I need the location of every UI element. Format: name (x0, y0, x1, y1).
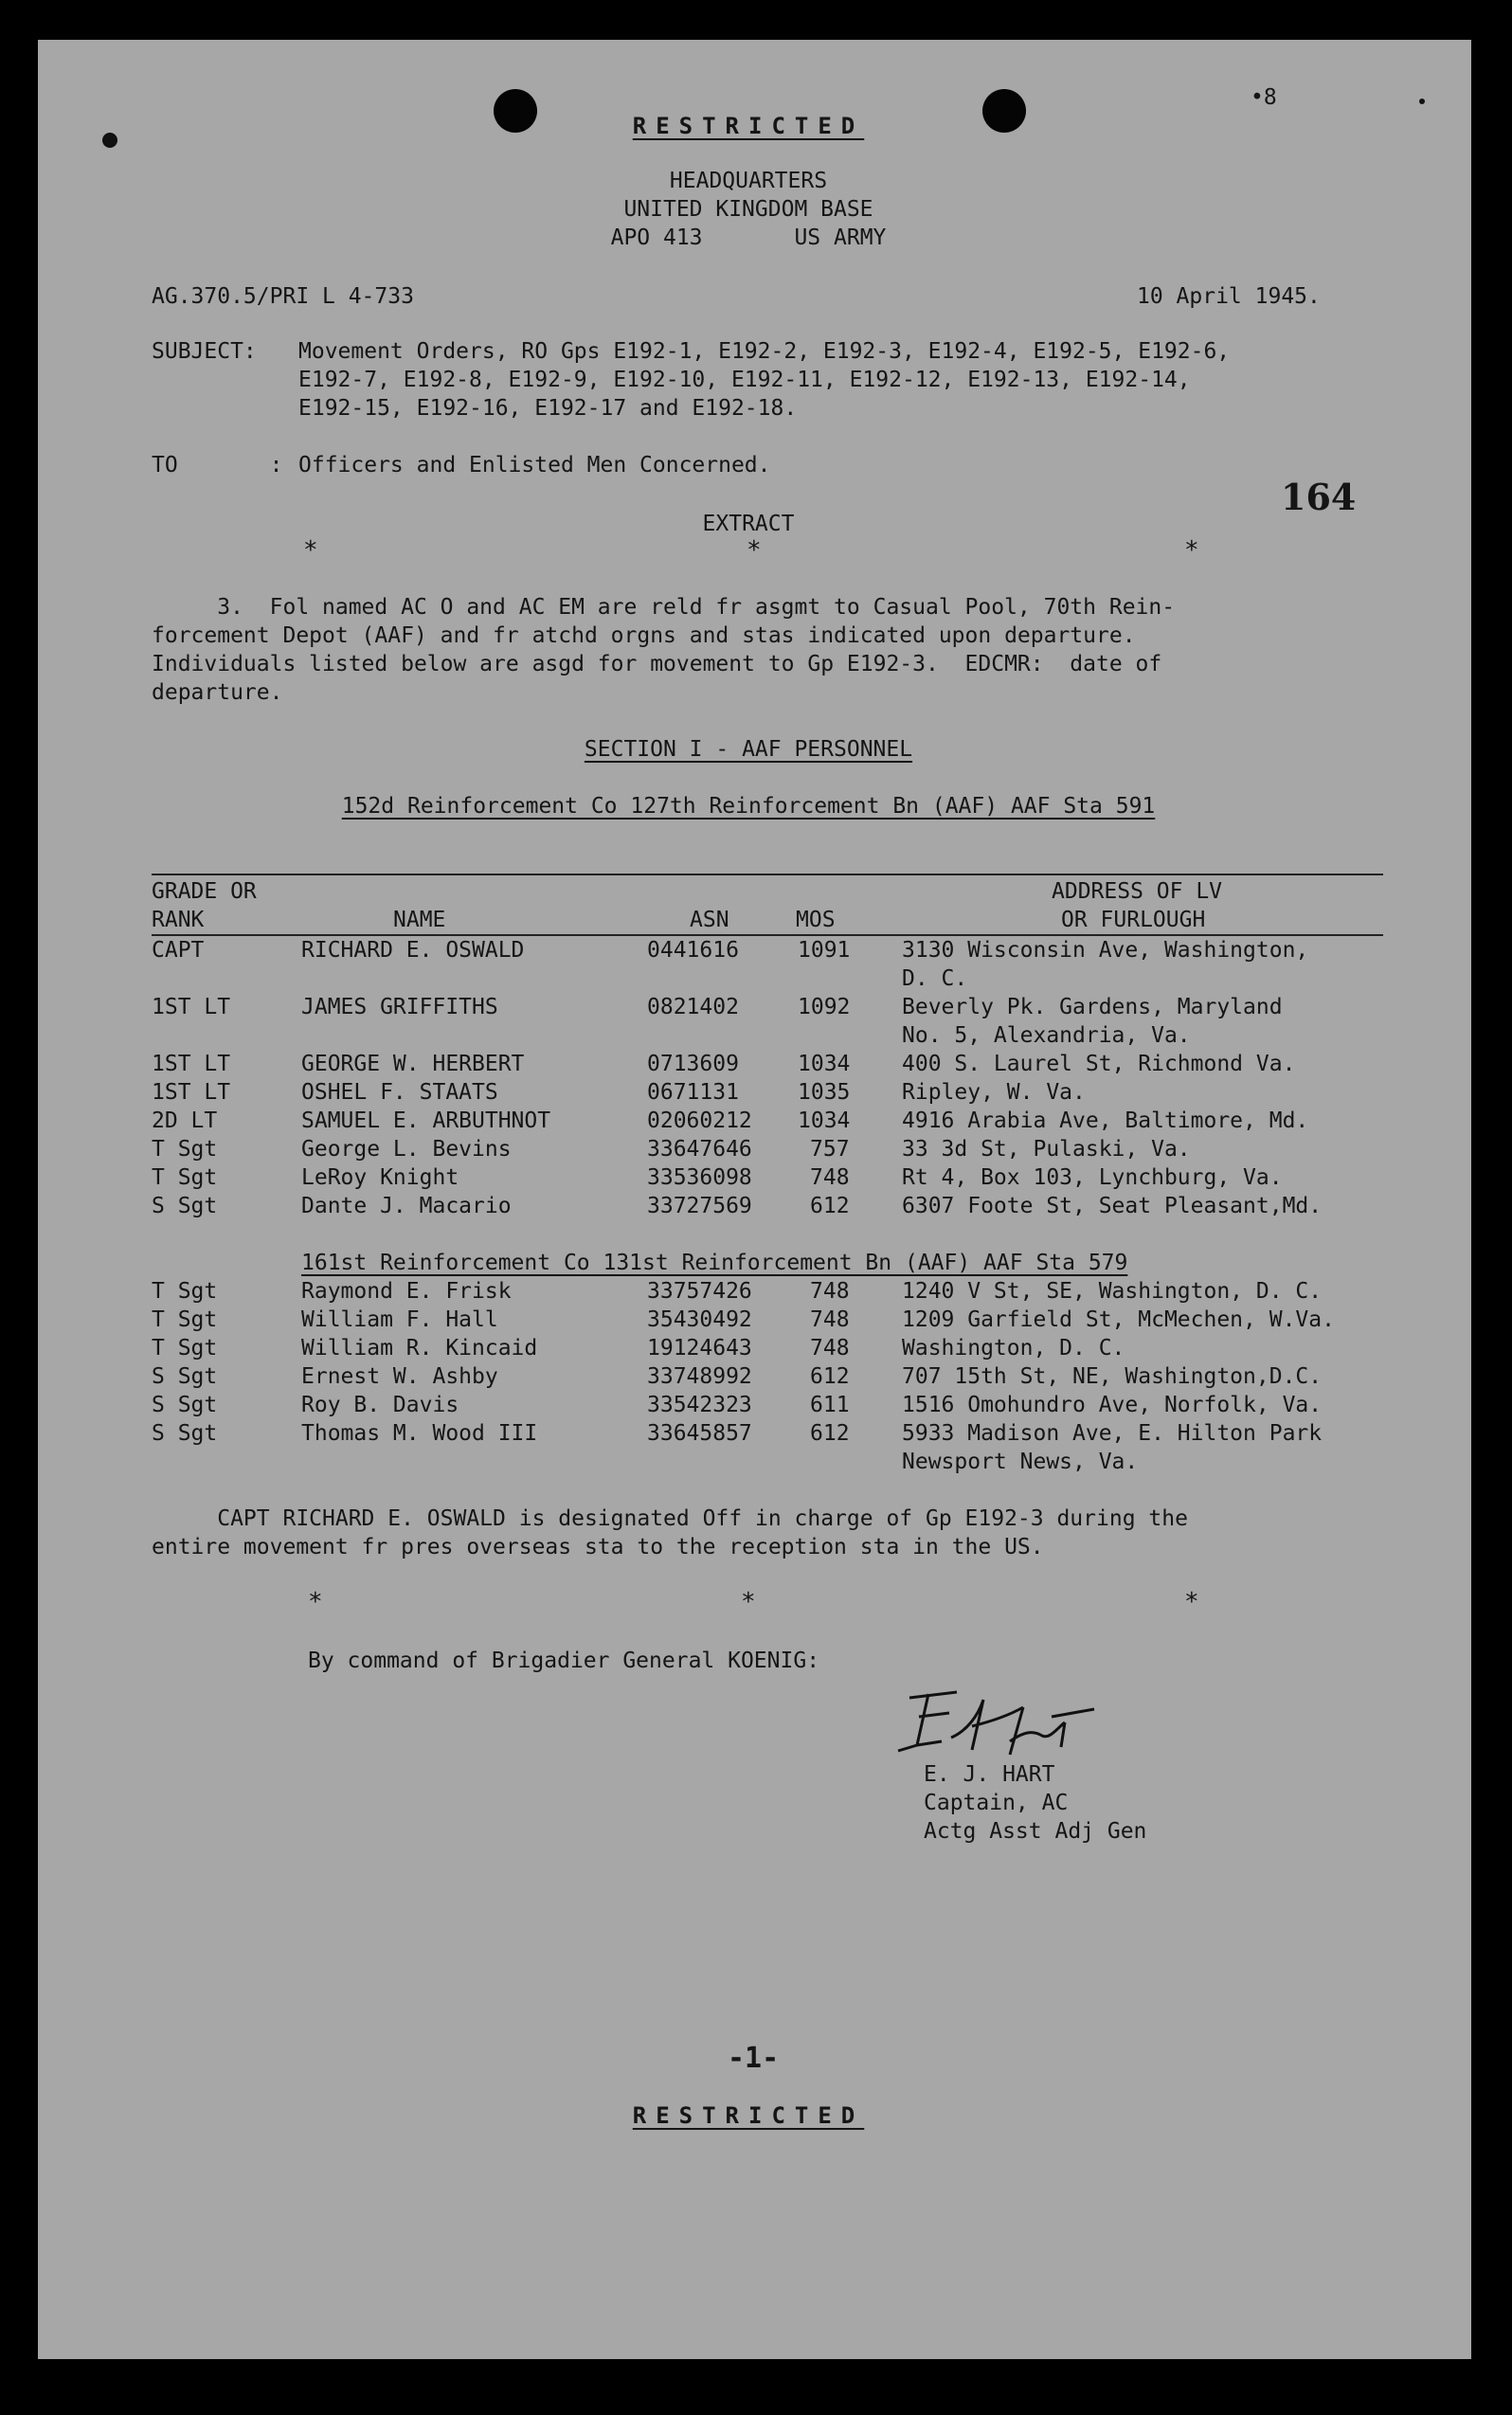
grade: T Sgt (152, 1137, 218, 1162)
asterisk: * (1184, 1588, 1199, 1616)
asn: 0441616 (647, 938, 739, 963)
table-row-cont (38, 964, 1471, 993)
classification-top: RESTRICTED (632, 113, 865, 139)
mos: 611 (810, 1393, 850, 1417)
page-mark: •8 (1251, 85, 1277, 110)
grade: T Sgt (152, 1336, 218, 1361)
table-row (38, 1163, 1471, 1192)
table-row (38, 1078, 1471, 1107)
asn: 0671131 (647, 1080, 739, 1105)
grade: 2D LT (152, 1108, 218, 1133)
table-row (38, 1391, 1471, 1419)
name: George L. Bevins (301, 1137, 512, 1162)
col-asn: ASN (690, 908, 729, 932)
address: Rt 4, Box 103, Lynchburg, Va. (902, 1165, 1283, 1190)
address: 3130 Wisconsin Ave, Washington, (902, 938, 1309, 963)
asn: 02060212 (647, 1108, 752, 1133)
designation-line: CAPT RICHARD E. OSWALD is designated Off in charge of Gp E192-3 during the (152, 1506, 1188, 1531)
address: Ripley, W. Va. (902, 1080, 1086, 1105)
signatory-name: E. J. HART (924, 1762, 1055, 1787)
asn: 33647646 (647, 1137, 752, 1162)
address: 1516 Omohundro Ave, Norfolk, Va. (902, 1393, 1323, 1417)
unit-heading-2: 161st Reinforcement Co 131st Reinforcement Bn (AAF) AAF Sta 579 (301, 1251, 1128, 1275)
paragraph-line: forcement Depot (AAF) and fr atchd orgns and stas indicated upon departure. (152, 623, 1136, 648)
grade: S Sgt (152, 1393, 218, 1417)
extract-label: EXTRACT (702, 512, 795, 536)
col-mos: MOS (796, 908, 836, 932)
file-reference: AG.370.5/PRI L 4-733 (152, 284, 414, 309)
grade: T Sgt (152, 1307, 218, 1332)
grade: S Sgt (152, 1194, 218, 1218)
name: SAMUEL E. ARBUTHNOT (301, 1108, 551, 1133)
address: 1240 V St, SE, Washington, D. C. (902, 1279, 1323, 1304)
table-row (38, 993, 1471, 1021)
address: Washington, D. C. (902, 1336, 1125, 1361)
name: GEORGE W. HERBERT (301, 1052, 525, 1076)
col-address-2: OR FURLOUGH (1061, 908, 1206, 932)
name: Ernest W. Ashby (301, 1364, 498, 1389)
to-text: Officers and Enlisted Men Concerned. (298, 453, 771, 478)
table-top-rule (152, 874, 1383, 875)
table-row (38, 1419, 1471, 1448)
mos: 1034 (798, 1108, 851, 1133)
grade: 1ST LT (152, 1052, 231, 1076)
table-row-cont (38, 1021, 1471, 1050)
mos: 1091 (798, 938, 851, 963)
mos: 748 (810, 1307, 850, 1332)
asterisk: * (747, 536, 762, 565)
asn: 33645857 (647, 1421, 752, 1446)
asn: 33748992 (647, 1364, 752, 1389)
header-line-1: HEADQUARTERS (669, 169, 828, 193)
name: RICHARD E. OSWALD (301, 938, 525, 963)
asn: 35430492 (647, 1307, 752, 1332)
asn: 33757426 (647, 1279, 752, 1304)
name: Roy B. Davis (301, 1393, 459, 1417)
subject-line: E192-15, E192-16, E192-17 and E192-18. (298, 396, 798, 421)
grade: 1ST LT (152, 995, 231, 1019)
header-line-3: APO 413 US ARMY (610, 225, 887, 250)
ink-speck (102, 133, 117, 148)
mos: 1034 (798, 1052, 851, 1076)
table-row (38, 1192, 1471, 1220)
header-line-2: UNITED KINGDOM BASE (623, 197, 873, 222)
col-grade-1: GRADE OR (152, 879, 257, 904)
grade: CAPT (152, 938, 205, 963)
mos: 748 (810, 1165, 850, 1190)
table-row (38, 1277, 1471, 1306)
document-date: 10 April 1945. (1137, 284, 1321, 309)
col-address-1: ADDRESS OF LV (1052, 879, 1223, 904)
command-line: By command of Brigadier General KOENIG: (308, 1649, 820, 1673)
table-row (38, 936, 1471, 964)
address: 4916 Arabia Ave, Baltimore, Md. (902, 1108, 1309, 1133)
address: 400 S. Laurel St, Richmond Va. (902, 1052, 1296, 1076)
name: William F. Hall (301, 1307, 498, 1332)
mos: 1092 (798, 995, 851, 1019)
asterisk: * (1184, 536, 1199, 565)
table-row (38, 1107, 1471, 1135)
asterisk: * (308, 1588, 323, 1616)
name: Dante J. Macario (301, 1194, 512, 1218)
name: William R. Kincaid (301, 1336, 538, 1361)
address: 5933 Madison Ave, E. Hilton Park (902, 1421, 1323, 1446)
ink-speck (1419, 99, 1425, 104)
address-cont: D. C. (902, 966, 968, 991)
asn: 0821402 (647, 995, 739, 1019)
mos: 1035 (798, 1080, 851, 1105)
paragraph-line: 3. Fol named AC O and AC EM are reld fr asgmt to Casual Pool, 70th Rein- (152, 595, 1176, 620)
name: LeRoy Knight (301, 1165, 459, 1190)
asn: 33542323 (647, 1393, 752, 1417)
asn: 19124643 (647, 1336, 752, 1361)
address-cont: Newsport News, Va. (902, 1450, 1139, 1474)
stamp-number: 164 (1281, 476, 1357, 518)
signatory-rank: Captain, AC (924, 1791, 1069, 1815)
table-row (38, 1135, 1471, 1163)
grade: T Sgt (152, 1165, 218, 1190)
section-title: SECTION I - AAF PERSONNEL (584, 737, 913, 762)
table-row (38, 1050, 1471, 1078)
mos: 748 (810, 1279, 850, 1304)
table-row (38, 1306, 1471, 1334)
unit-heading-1: 152d Reinforcement Co 127th Reinforcement Bn (AAF) AAF Sta 591 (341, 794, 1156, 819)
address: 1209 Garfield St, McMechen, W.Va. (902, 1307, 1335, 1332)
mos: 757 (810, 1137, 850, 1162)
table-row (38, 1362, 1471, 1391)
asterisk: * (303, 536, 318, 565)
col-grade-2: RANK (152, 908, 205, 932)
asterisk: * (741, 1588, 756, 1616)
name: OSHEL F. STAATS (301, 1080, 498, 1105)
table-row (38, 1334, 1471, 1362)
subject-line: Movement Orders, RO Gps E192-1, E192-2, E192-3, E192-4, E192-5, E192-6, (298, 339, 1231, 364)
address: 6307 Foote St, Seat Pleasant,Md. (902, 1194, 1323, 1218)
classification-bottom: RESTRICTED (632, 2102, 865, 2129)
address: Beverly Pk. Gardens, Maryland (902, 995, 1283, 1019)
paragraph-line: departure. (152, 680, 283, 705)
mos: 748 (810, 1336, 850, 1361)
subject-label: SUBJECT: (152, 339, 257, 364)
signatory-title: Actg Asst Adj Gen (924, 1819, 1147, 1844)
mos: 612 (810, 1364, 850, 1389)
designation-line: entire movement fr pres overseas sta to the reception sta in the US. (152, 1535, 1044, 1559)
address: 707 15th St, NE, Washington,D.C. (902, 1364, 1323, 1389)
paragraph-line: Individuals listed below are asgd for movement to Gp E192-3. EDCMR: date of (152, 652, 1162, 676)
grade: 1ST LT (152, 1080, 231, 1105)
page-number: -1- (728, 2042, 780, 2075)
to-label: TO : (152, 453, 283, 478)
asn: 33727569 (647, 1194, 752, 1218)
grade: S Sgt (152, 1421, 218, 1446)
mos: 612 (810, 1194, 850, 1218)
address: 33 3d St, Pulaski, Va. (902, 1137, 1191, 1162)
name: Thomas M. Wood III (301, 1421, 538, 1446)
asn: 0713609 (647, 1052, 739, 1076)
name: JAMES GRIFFITHS (301, 995, 498, 1019)
mos: 612 (810, 1421, 850, 1446)
document-page (38, 40, 1471, 2359)
grade: S Sgt (152, 1364, 218, 1389)
name: Raymond E. Frisk (301, 1279, 512, 1304)
asn: 33536098 (647, 1165, 752, 1190)
col-name: NAME (393, 908, 446, 932)
address-cont: No. 5, Alexandria, Va. (902, 1023, 1191, 1048)
table-row-cont (38, 1448, 1471, 1476)
subject-line: E192-7, E192-8, E192-9, E192-10, E192-11, E192-12, E192-13, E192-14, (298, 368, 1191, 392)
grade: T Sgt (152, 1279, 218, 1304)
